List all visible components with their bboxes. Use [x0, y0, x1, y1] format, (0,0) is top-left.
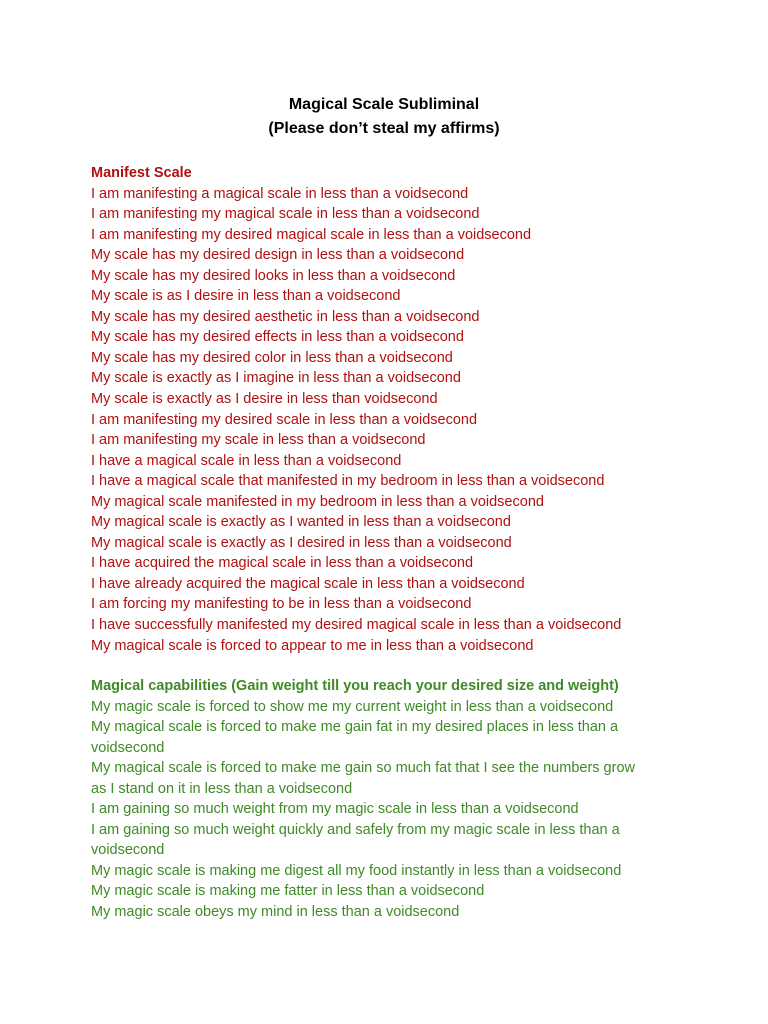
affirmation-line: My scale has my desired color in less than a voidsecond [91, 349, 453, 366]
affirmation-line: I have a magical scale in less than a voidsecond [91, 452, 402, 469]
affirmation-line: My magical scale is forced to appear to me in less than a voidsecond [91, 637, 534, 654]
affirmation-line: My scale is exactly as I desire in less than voidsecond [91, 391, 438, 408]
section-heading: Magical capabilities (Gain weight till you reach your desired size and weight) [91, 678, 619, 694]
affirmation-line: I have acquired the magical scale in less than a voidsecond [91, 555, 474, 572]
affirmation-line: My scale has my desired looks in less than a voidsecond [91, 267, 456, 284]
affirmation-line: My scale has my desired effects in less than a voidsecond [91, 329, 464, 346]
section-heading: Manifest Scale [91, 165, 192, 181]
affirmation-line: My scale is as I desire in less than a voidsecond [91, 288, 401, 305]
affirmation-line: I am manifesting my magical scale in less than a voidsecond [91, 206, 480, 223]
affirmation-line: My magic scale obeys my mind in less than a voidsecond [91, 904, 460, 921]
document-subtitle: (Please don’t steal my affirms) [268, 120, 500, 137]
affirmation-line: I am manifesting my scale in less than a voidsecond [91, 432, 426, 449]
affirmation-line: My magical scale is exactly as I desired in less than a voidsecond [91, 534, 512, 551]
affirmation-line: I am manifesting my desired scale in less than a voidsecond [91, 411, 478, 428]
title-block [0, 93, 768, 141]
affirmation-line: My magic scale is making me digest all my food instantly in less than a voidsecond [91, 862, 622, 879]
affirmation-line: My magical scale is forced to make me gain so much fat that I see the numbers grow as I stand on it in less than a voidsecond [91, 760, 635, 797]
affirmation-line: I am forcing my manifesting to be in less than a voidsecond [91, 596, 472, 613]
affirmation-line: My scale has my desired design in less than a voidsecond [91, 247, 465, 264]
affirmation-line: I have a magical scale that manifested in my bedroom in less than a voidsecond [91, 473, 605, 490]
magical-capabilities-section [91, 676, 691, 923]
affirmation-line: I have successfully manifested my desired magical scale in less than a voidsecond [91, 617, 622, 634]
affirmation-line: My magical scale is exactly as I wanted in less than a voidsecond [91, 514, 511, 531]
affirmation-line: I am manifesting my desired magical scale in less than a voidsecond [91, 226, 532, 243]
affirmation-line: My magical scale is forced to make me gain fat in my desired places in less than a voidsecond [91, 719, 619, 756]
affirmation-line: My magic scale is forced to show me my current weight in less than a voidsecond [91, 698, 614, 715]
document-title: Magical Scale Subliminal [288, 96, 480, 113]
affirmation-line: My scale has my desired aesthetic in less than a voidsecond [91, 308, 480, 325]
manifest-scale-section [91, 163, 691, 656]
affirmation-line: I am gaining so much weight from my magic scale in less than a voidsecond [91, 801, 579, 818]
affirmation-line: I am manifesting a magical scale in less than a voidsecond [91, 185, 469, 202]
affirmation-line: My magical scale manifested in my bedroom in less than a voidsecond [91, 493, 544, 510]
affirmation-line: My magic scale is making me fatter in less than a voidsecond [91, 883, 485, 900]
affirmation-line: I have already acquired the magical scale in less than a voidsecond [91, 575, 525, 592]
affirmation-line: I am gaining so much weight quickly and safely from my magic scale in less than a voidsecond [91, 821, 620, 859]
affirmation-line: My scale is exactly as I imagine in less than a voidsecond [91, 370, 461, 387]
